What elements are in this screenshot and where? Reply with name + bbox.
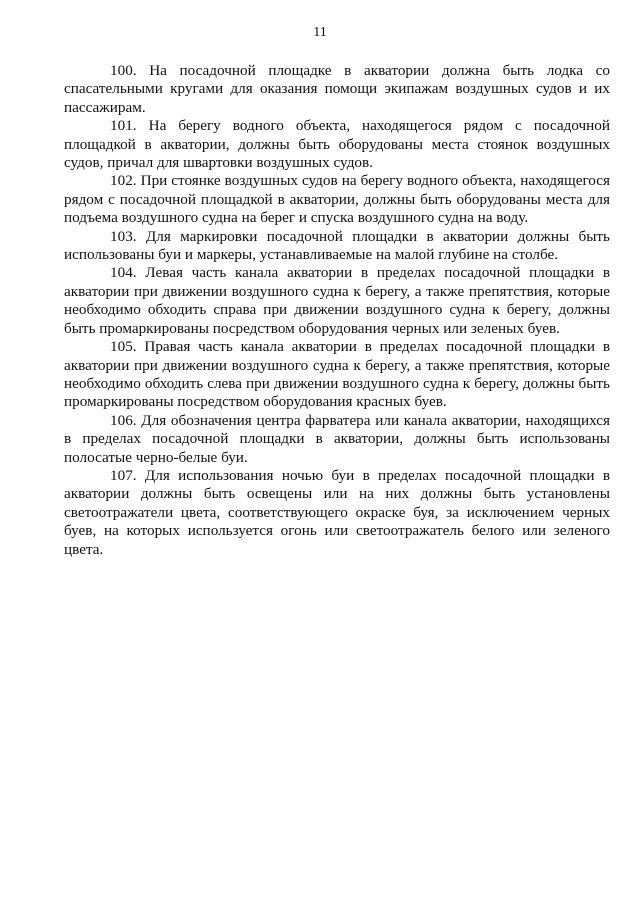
paragraph-103: 103. Для маркировки посадочной площадки в акватории должны быть использованы буи и маркеры, устанавливаемые на малой глубине на столбе. — [64, 227, 610, 264]
paragraph-101: 101. На берегу водного объекта, находящегося рядом с посадочной площадкой в акватории, должны быть оборудованы места стоянок воздушных судов, причал для швартовки воздушных судов. — [64, 117, 610, 172]
paragraph-107: 107. Для использования ночью буи в пределах посадочной площадки в акватории должны быть освещены или на них должны быть установлены светоотражатели цвета, соответствующего окраске буя, за исключением черных буев, на которых используется огонь или светоотражатель белого или зеленого цвета. — [64, 466, 610, 558]
page-number: 11 — [313, 25, 327, 40]
paragraph-105: 105. Правая часть канала акватории в пределах посадочной площадки в акватории при движении воздушного судна к берегу, а также препятствия, которые необходимо обходить слева при движении воздушного судна к берегу, должны быть промаркированы посредством оборудования красных буев. — [64, 338, 610, 411]
document-body — [64, 62, 610, 559]
paragraph-102: 102. При стоянке воздушных судов на берегу водного объекта, находящегося рядом с посадочной площадкой в акватории, должны быть оборудованы места для подъема воздушного судна на берег и спуска воздушного судна на воду. — [64, 172, 610, 227]
paragraph-100: 100. На посадочной площадке в акватории должна быть лодка со спасательными кругами для оказания помощи экипажам воздушных судов и их пассажирам. — [64, 62, 610, 116]
paragraph-106: 106. Для обозначения центра фарватера или канала акватории, находящихся в пределах посадочной площадки в акватории, должны быть использованы полосатые черно-белые буи. — [64, 411, 610, 466]
paragraph-104: 104. Левая часть канала акватории в пределах посадочной площадки в акватории при движении воздушного судна к берегу, а также препятствия, которые необходимо обходить справа при движении воздушного судна к берегу, должны быть промаркированы посредством оборудования черных или зеленых буев. — [64, 264, 610, 337]
